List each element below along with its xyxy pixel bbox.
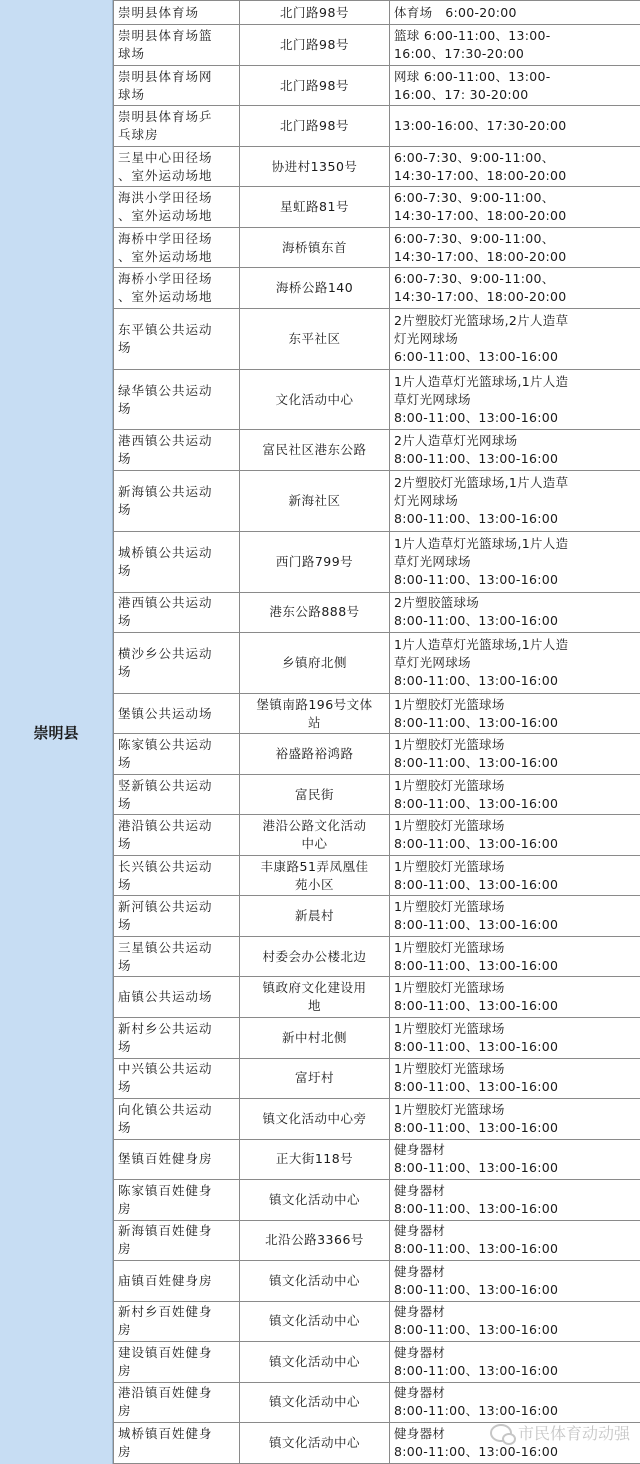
venue-address-cell: 镇文化活动中心 xyxy=(240,1382,390,1423)
venue-name-cell: 新村乡百姓健身 房 xyxy=(114,1301,240,1342)
venue-address-cell: 裕盛路裕鸿路 xyxy=(240,734,390,775)
venue-address-cell: 港东公路888号 xyxy=(240,592,390,633)
venue-address-cell: 堡镇南路196号文体 站 xyxy=(240,693,390,734)
table-row xyxy=(114,1,640,25)
venue-name-cell: 三星镇公共运动 场 xyxy=(114,936,240,977)
table-row xyxy=(114,65,640,106)
venue-name-cell: 港沿镇公共运动 场 xyxy=(114,815,240,856)
venue-address-cell: 新晨村 xyxy=(240,896,390,937)
table-row xyxy=(114,774,640,815)
venue-name-cell: 崇明县体育场网 球场 xyxy=(114,65,240,106)
venue-address-cell: 新海社区 xyxy=(240,471,390,532)
venue-name-cell: 海洪小学田径场 、室外运动场地 xyxy=(114,187,240,228)
table-row xyxy=(114,1180,640,1221)
venue-address-cell: 北沿公路3366号 xyxy=(240,1220,390,1261)
table-row xyxy=(114,1342,640,1383)
district-label: 崇明县 xyxy=(33,723,79,742)
venue-name-cell: 中兴镇公共运动 场 xyxy=(114,1058,240,1099)
table-row xyxy=(114,187,640,228)
watermark-text: 市民体育动动强 xyxy=(517,1424,630,1443)
venue-address-cell: 镇文化活动中心旁 xyxy=(240,1099,390,1140)
table-row xyxy=(114,531,640,592)
venue-address-cell: 镇文化活动中心 xyxy=(240,1180,390,1221)
venue-address-cell: 镇文化活动中心 xyxy=(240,1261,390,1302)
venue-name-cell: 崇明县体育场乒 乓球房 xyxy=(114,106,240,147)
venue-hours-cell: 6:00-7:30、9:00-11:00、 14:30-17:00、18:00-20:00 xyxy=(390,227,640,268)
venue-name-cell: 崇明县体育场 xyxy=(114,1,240,25)
table-row xyxy=(114,106,640,147)
venue-hours-cell: 1片塑胶灯光篮球场 8:00-11:00、13:00-16:00 xyxy=(390,815,640,856)
table-row xyxy=(114,1017,640,1058)
venue-name-cell: 向化镇公共运动 场 xyxy=(114,1099,240,1140)
venue-address-cell: 镇文化活动中心 xyxy=(240,1423,390,1464)
venue-hours-cell: 2片塑胶灯光篮球场,2片人造草 灯光网球场 6:00-11:00、13:00-16:00 xyxy=(390,308,640,369)
venue-table-body xyxy=(114,1,640,1464)
table-row xyxy=(114,25,640,66)
venue-hours-cell: 篮球 6:00-11:00、13:00- 16:00、17:30-20:00 xyxy=(390,25,640,66)
venue-address-cell: 新中村北侧 xyxy=(240,1017,390,1058)
venue-hours-cell: 健身器材 8:00-11:00、13:00-16:00 xyxy=(390,1423,640,1464)
venue-hours-cell: 健身器材 8:00-11:00、13:00-16:00 xyxy=(390,1301,640,1342)
venue-hours-cell: 健身器材 8:00-11:00、13:00-16:00 xyxy=(390,1382,640,1423)
venue-hours-cell: 1片塑胶灯光篮球场 8:00-11:00、13:00-16:00 xyxy=(390,1017,640,1058)
table-row xyxy=(114,1058,640,1099)
table-row xyxy=(114,633,640,694)
venue-address-cell: 协进村1350号 xyxy=(240,146,390,187)
table-row xyxy=(114,1261,640,1302)
table-row xyxy=(114,1099,640,1140)
venue-address-cell: 港沿公路文化活动 中心 xyxy=(240,815,390,856)
venue-address-cell: 乡镇府北侧 xyxy=(240,633,390,694)
venue-hours-cell: 1片塑胶灯光篮球场 8:00-11:00、13:00-16:00 xyxy=(390,855,640,896)
venue-name-cell: 海桥小学田径场 、室外运动场地 xyxy=(114,268,240,309)
venue-hours-cell: 网球 6:00-11:00、13:00- 16:00、17: 30-20:00 xyxy=(390,65,640,106)
venue-name-cell: 港西镇公共运动 场 xyxy=(114,592,240,633)
venue-hours-cell: 6:00-7:30、9:00-11:00、 14:30-17:00、18:00-20:00 xyxy=(390,146,640,187)
table-row xyxy=(114,369,640,430)
table-row xyxy=(114,693,640,734)
venue-address-cell: 富民街 xyxy=(240,774,390,815)
table-row xyxy=(114,268,640,309)
venue-address-cell: 村委会办公楼北边 xyxy=(240,936,390,977)
venue-hours-cell: 1片人造草灯光篮球场,1片人造 草灯光网球场 8:00-11:00、13:00-16:00 xyxy=(390,531,640,592)
venue-address-cell: 海桥镇东首 xyxy=(240,227,390,268)
table-row xyxy=(114,815,640,856)
venue-name-cell: 陈家镇公共运动 场 xyxy=(114,734,240,775)
district-cell xyxy=(0,0,113,1464)
table-row xyxy=(114,308,640,369)
venue-name-cell: 城桥镇公共运动 场 xyxy=(114,531,240,592)
venue-hours-cell: 2片塑胶灯光篮球场,1片人造草 灯光网球场 8:00-11:00、13:00-16:00 xyxy=(390,471,640,532)
venue-hours-cell: 健身器材 8:00-11:00、13:00-16:00 xyxy=(390,1220,640,1261)
venue-hours-cell: 健身器材 8:00-11:00、13:00-16:00 xyxy=(390,1342,640,1383)
table-row xyxy=(114,1423,640,1464)
venue-hours-cell: 1片塑胶灯光篮球场 8:00-11:00、13:00-16:00 xyxy=(390,774,640,815)
venue-hours-cell: 1片塑胶灯光篮球场 8:00-11:00、13:00-16:00 xyxy=(390,977,640,1018)
venue-name-cell: 新海镇公共运动 场 xyxy=(114,471,240,532)
venue-hours-cell: 健身器材 8:00-11:00、13:00-16:00 xyxy=(390,1139,640,1180)
venue-hours-cell: 2片塑胶篮球场 8:00-11:00、13:00-16:00 xyxy=(390,592,640,633)
table-row xyxy=(114,896,640,937)
venue-address-cell: 北门路98号 xyxy=(240,65,390,106)
venue-address-cell: 镇文化活动中心 xyxy=(240,1301,390,1342)
venue-name-cell: 三星中心田径场 、室外运动场地 xyxy=(114,146,240,187)
venue-address-cell: 正大街118号 xyxy=(240,1139,390,1180)
table-row xyxy=(114,977,640,1018)
table-row xyxy=(114,1139,640,1180)
table-row xyxy=(114,1301,640,1342)
venue-address-cell: 海桥公路140 xyxy=(240,268,390,309)
venue-address-cell: 文化活动中心 xyxy=(240,369,390,430)
table-row xyxy=(114,1220,640,1261)
table-row xyxy=(114,734,640,775)
venue-table xyxy=(113,0,640,1464)
table-row xyxy=(114,855,640,896)
venue-hours-cell: 健身器材 8:00-11:00、13:00-16:00 xyxy=(390,1180,640,1221)
table-row xyxy=(114,430,640,471)
venue-hours-cell: 体育场 6:00-20:00 xyxy=(390,1,640,25)
venue-name-cell: 陈家镇百姓健身 房 xyxy=(114,1180,240,1221)
table-row xyxy=(114,227,640,268)
venue-name-cell: 堡镇百姓健身房 xyxy=(114,1139,240,1180)
venue-address-cell: 西门路799号 xyxy=(240,531,390,592)
venue-address-cell: 镇政府文化建设用 地 xyxy=(240,977,390,1018)
table-row xyxy=(114,592,640,633)
venue-name-cell: 新海镇百姓健身 房 xyxy=(114,1220,240,1261)
venue-hours-cell: 1片塑胶灯光篮球场 8:00-11:00、13:00-16:00 xyxy=(390,734,640,775)
venue-name-cell: 崇明县体育场篮 球场 xyxy=(114,25,240,66)
venue-address-cell: 富圩村 xyxy=(240,1058,390,1099)
venue-hours-cell: 1片人造草灯光篮球场,1片人造 草灯光网球场 8:00-11:00、13:00-16:00 xyxy=(390,369,640,430)
venue-address-cell: 东平社区 xyxy=(240,308,390,369)
venue-name-cell: 绿华镇公共运动 场 xyxy=(114,369,240,430)
table-row xyxy=(114,471,640,532)
venue-address-cell: 富民社区港东公路 xyxy=(240,430,390,471)
table-row xyxy=(114,1382,640,1423)
venue-hours-cell: 2片人造草灯光网球场 8:00-11:00、13:00-16:00 xyxy=(390,430,640,471)
table-row xyxy=(114,936,640,977)
venue-hours-cell: 1片人造草灯光篮球场,1片人造 草灯光网球场 8:00-11:00、13:00-16:00 xyxy=(390,633,640,694)
venue-name-cell: 新村乡公共运动 场 xyxy=(114,1017,240,1058)
venue-address-cell: 北门路98号 xyxy=(240,106,390,147)
venue-address-cell: 北门路98号 xyxy=(240,1,390,25)
venue-name-cell: 横沙乡公共运动 场 xyxy=(114,633,240,694)
venue-name-cell: 竖新镇公共运动 场 xyxy=(114,774,240,815)
venue-address-cell: 北门路98号 xyxy=(240,25,390,66)
venue-hours-cell: 1片塑胶灯光篮球场 8:00-11:00、13:00-16:00 xyxy=(390,936,640,977)
venue-name-cell: 海桥中学田径场 、室外运动场地 xyxy=(114,227,240,268)
venue-hours-cell: 6:00-7:30、9:00-11:00、 14:30-17:00、18:00-20:00 xyxy=(390,187,640,228)
venue-address-cell: 镇文化活动中心 xyxy=(240,1342,390,1383)
venue-name-cell: 城桥镇百姓健身 房 xyxy=(114,1423,240,1464)
venue-name-cell: 港西镇公共运动 场 xyxy=(114,430,240,471)
venue-hours-cell: 1片塑胶灯光篮球场 8:00-11:00、13:00-16:00 xyxy=(390,693,640,734)
venue-name-cell: 庙镇百姓健身房 xyxy=(114,1261,240,1302)
venue-name-cell: 堡镇公共运动场 xyxy=(114,693,240,734)
table-row xyxy=(114,146,640,187)
venue-hours-cell: 1片塑胶灯光篮球场 8:00-11:00、13:00-16:00 xyxy=(390,896,640,937)
venue-hours-cell: 13:00-16:00、17:30-20:00 xyxy=(390,106,640,147)
venue-name-cell: 东平镇公共运动 场 xyxy=(114,308,240,369)
venue-hours-cell: 6:00-7:30、9:00-11:00、 14:30-17:00、18:00-20:00 xyxy=(390,268,640,309)
venue-hours-cell: 1片塑胶灯光篮球场 8:00-11:00、13:00-16:00 xyxy=(390,1099,640,1140)
venue-name-cell: 建设镇百姓健身 房 xyxy=(114,1342,240,1383)
venue-name-cell: 长兴镇公共运动 场 xyxy=(114,855,240,896)
venue-hours-cell: 健身器材 8:00-11:00、13:00-16:00 xyxy=(390,1261,640,1302)
venue-name-cell: 庙镇公共运动场 xyxy=(114,977,240,1018)
venue-name-cell: 港沿镇百姓健身 房 xyxy=(114,1382,240,1423)
venue-hours-cell: 1片塑胶灯光篮球场 8:00-11:00、13:00-16:00 xyxy=(390,1058,640,1099)
venue-address-cell: 丰康路51弄凤凰佳 苑小区 xyxy=(240,855,390,896)
venue-name-cell: 新河镇公共运动 场 xyxy=(114,896,240,937)
venue-address-cell: 星虹路81号 xyxy=(240,187,390,228)
